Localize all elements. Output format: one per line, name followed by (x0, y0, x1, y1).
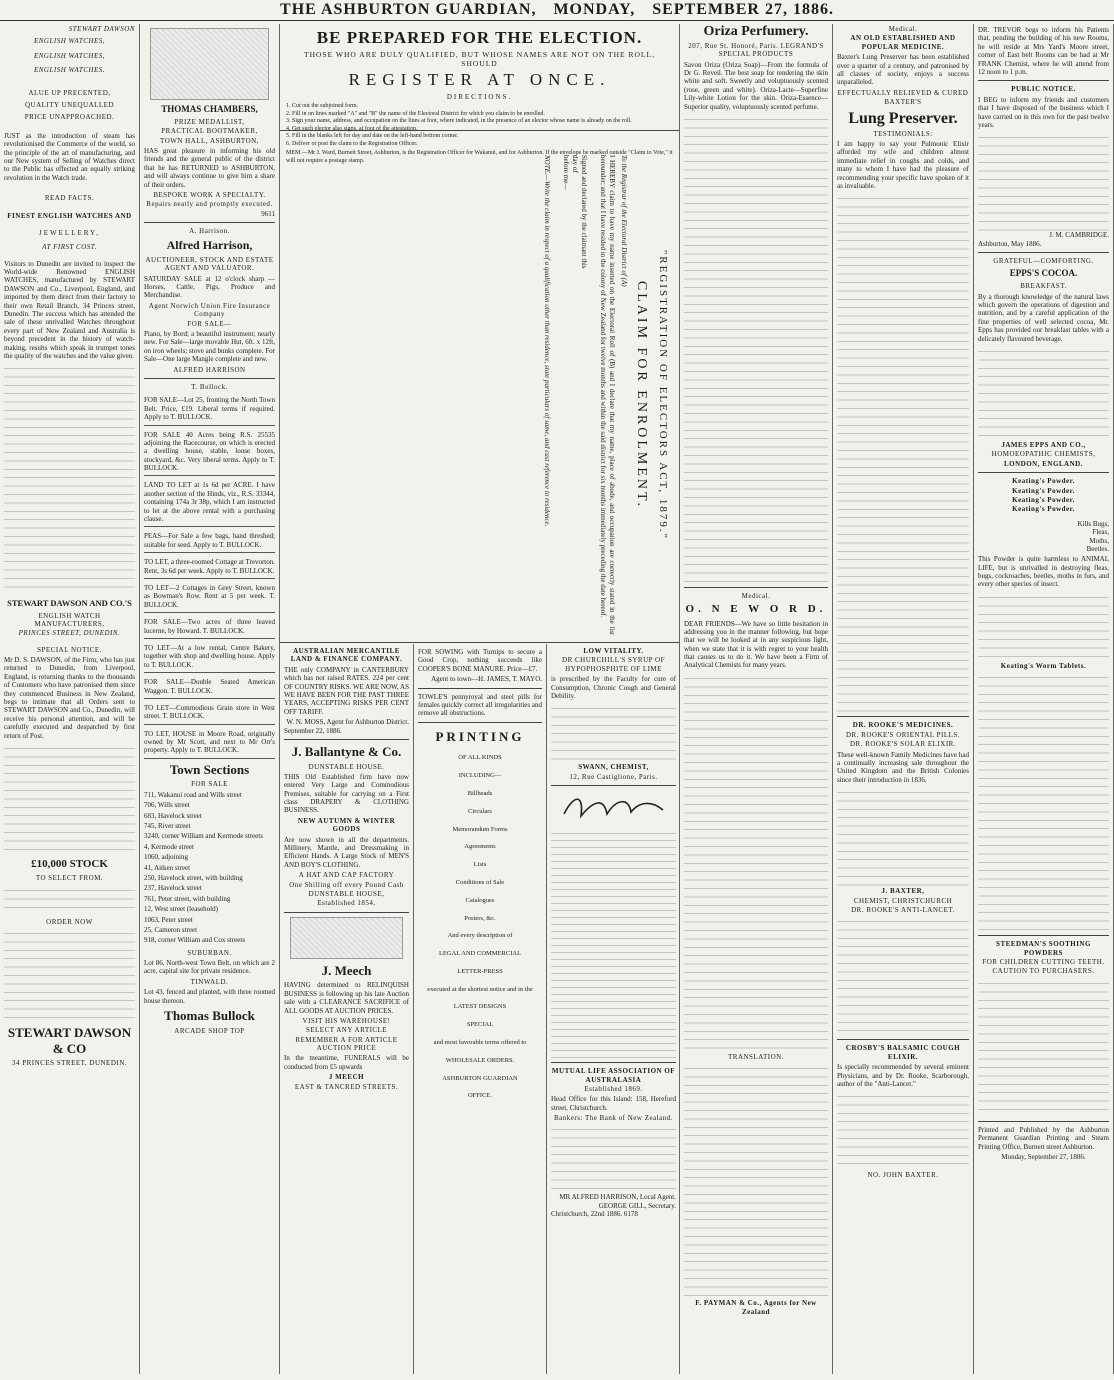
moths-line: Moths, (1089, 536, 1109, 545)
column-2 (140, 24, 280, 1374)
printing-item: Lists (473, 861, 487, 869)
direction-step: 3. Sign your name, address, and occupation on the lines at foot, where indicated, in the presence of an elector whose name is already on the roll. (286, 118, 632, 125)
section-item: 12, West street (leasehold) (144, 905, 218, 914)
harrison-agent: Agent Norwich Union Fire Insurance Company (148, 301, 271, 319)
sections-list (144, 791, 275, 945)
towle-ad: TOWLE'S pennyroyal and steel pills for females quickly correct all irregularities and remove all obstructions. (418, 692, 542, 718)
oriza-body: Savon Oriza (Oriza Soap)—From the formula of Dr G. Reveil. The best soap for rendering the skin white and soft. Sweetly and voluptuously scented (rose, green and white). Oriza-Lacte—Superfine Lily-white Lotion for the skin. Oriza-Essence—Superior quality, voluptuously scented perfume. (684, 60, 828, 111)
meech-address: EAST & TANCRED STREETS. (294, 1082, 399, 1091)
printing-item: ASHBURTON GUARDIAN (442, 1074, 518, 1082)
amp-sign: W. N. MOSS, Agent for Ashburton District. (286, 718, 409, 727)
meech-body: HAVING determined to RELINQUISH BUSINESS is following up his late Auction sale with a CLEARANCE SACRIFICE of ALL GOODS AT AUCTION PRICES. (284, 981, 409, 1015)
masthead (0, 0, 1114, 21)
section-heading: FINEST ENGLISH WATCHES AND (7, 212, 132, 221)
oriza-sub: 207, Rue St. Honoré, Paris. LEGRAND'S SPECIAL PRODUCTS (688, 41, 824, 59)
hat-cap-heading: A HAT AND CAP FACTORY (298, 871, 395, 880)
directions-list (286, 103, 673, 148)
trevor-notice: DR. TREVOR begs to inform his Patients that, pending the building of his new Rooms, he will reside at Mrs Yard's Moore street, corner of East belt Rooms can be had at Mr FRANK Chemist, where he will attend from 12 noon to 1 p.m. (978, 26, 1109, 76)
old-established-body: Baxter's Lung Preserver has been established over a quarter of a century, and patronised by all classes of society, enjoys a success unparalleled. (837, 53, 969, 87)
bullock-ad: FOR SALE 40 Acres being R.S. 25535 adjoining the Racecourse, on which is erected a dwelling house, stable, loose boxes, stockyard, &c. Very liberal terms. Apply to T. BULLOCK. (144, 428, 275, 477)
printing-item: Conditions of Sale (455, 878, 505, 886)
form-note: NOTE.—Write the claim in respect of a qualification other than residence, state particulars of same, and cast reference to residence. (542, 155, 551, 527)
swann-sign: SWANN, CHEMIST, (578, 763, 649, 772)
established-line: Established 1854. (317, 899, 376, 908)
memo-text: MEM.—Mr J. Ward, Burnett Street, Ashburton, is the Registration Officer for Wakanui, and for Ashburton. If the envelope be marked outside "Claim to Vote," it will not require a postage stamp. (286, 150, 673, 164)
bullock-ad: TO LET—Commodious Grain store in West street. T. BULLOCK. (144, 701, 275, 725)
section-item: 683, Havelock street (144, 811, 202, 820)
caution-heading: CAUTION TO PURCHASERS. (992, 967, 1095, 976)
bullock-ad: TO LET, a three-roomed Cottage at Trevorton. Rent, 3s 6d per week. Apply to T. BULLOCK. (144, 555, 275, 579)
kills-line: Kills Bugs, (1077, 519, 1109, 528)
column-5 (833, 24, 974, 1374)
bullock-ad: FOR SALE—Two acres of three leaved lucerne, by Howard. T. BULLOCK. (144, 615, 275, 639)
section-item: 237, Havelock street (144, 884, 202, 893)
rooke-body: These well-known Family Medicines have had a continually increasing sale throughout the United Kingdom and the British Colonies since their introduction in 1836. (837, 750, 969, 784)
section-item: 711, Wakanui road and Wills street (144, 790, 242, 799)
cambridge-date: Ashburton, May 1886. (978, 239, 1042, 248)
low-vitality-body: is prescribed by the Faculty for cure of Consumption, Chronic Cough and General Debility. (551, 675, 676, 700)
keating-body: This Powder is quite harmless to ANIMAL LIFE, but is unrivalled in destroying fleas, bugs, cockroaches, beetles, moths in furs, and every other species of insect. (978, 555, 1109, 589)
keating-line: Keating's Powder. (1012, 495, 1075, 504)
medical-label: Medical. (741, 591, 771, 600)
swann-address: 12, Rue Castiglione, Paris. (569, 772, 658, 781)
printing-list (418, 754, 542, 1100)
keating-line: Keating's Powder. (1012, 477, 1075, 486)
printing-item: LETTER-PRESS (457, 967, 503, 975)
low-vitality-sub: DR CHURCHILL'S SYRUP OF HYPOPHOSPHITE OF LIME (562, 656, 665, 673)
chambers-name: THOMAS CHAMBERS, (161, 104, 258, 114)
epps-heading: EPPS'S COCOA. (1009, 268, 1078, 279)
directions-heading: DIRECTIONS. (446, 92, 513, 101)
meech-select: SELECT ANY ARTICLE (305, 1026, 388, 1035)
election-title: BE PREPARED FOR THE ELECTION. (316, 28, 643, 47)
printing-item: Memorandum Forms (452, 825, 508, 833)
amp-date: September 22, 1886. (284, 726, 342, 735)
tinwald-heading: TINWALD. (190, 977, 229, 986)
steedman-sub: FOR CHILDREN CUTTING TEETH. (982, 958, 1105, 967)
form-date: day of (571, 155, 580, 173)
printing-item: LEGAL AND COMMERCIAL (438, 950, 522, 958)
meech-sign: J MEECH (328, 1073, 365, 1082)
bullock-ad: FOR SALE—Lot 25, fronting the North Town Belt. Price, £19. Liberal terms if required. Apply to T. BULLOCK. (144, 393, 275, 425)
bullock-ads-list (144, 393, 275, 759)
section-item: 25, Cameron street (144, 925, 198, 934)
epps-sign: JAMES EPPS AND CO., (1001, 441, 1086, 449)
printing-item: Circulars (468, 807, 492, 815)
london-line: LONDON, ENGLAND. (1004, 459, 1083, 468)
direction-step: 1. Cut out the subjoined form. (286, 103, 359, 110)
special-notice-heading: SPECIAL NOTICE. (37, 645, 102, 654)
dense-text-block (684, 113, 828, 583)
ballantyne-sub: DUNSTABLE HOUSE. (308, 762, 385, 771)
translation-heading: TRANSLATION. (728, 1052, 784, 1061)
repairs-line: Repairs neatly and promptly executed. (146, 200, 273, 209)
column-3 (280, 24, 680, 1374)
public-notice-heading: PUBLIC NOTICE. (1011, 85, 1076, 94)
form-act: "REGISTRATION OF ELECTORS ACT, 1879." (657, 249, 669, 541)
form-before: before me— (562, 155, 571, 191)
epps-body: By a thorough knowledge of the natural laws which govern the operations of digestion and nutrition, and by a careful application of the fine properties of well selected cocoa, Mr. Epps has provided our breakfast tables with a delicately flavoured beverage. (978, 292, 1109, 343)
dense-text-block (978, 671, 1109, 931)
section-item: 706, Wills street (144, 801, 190, 810)
stock-heading: £10,000 STOCK (31, 857, 108, 870)
new-autumn-heading: NEW AUTUMN & WINTER GOODS (297, 816, 396, 834)
cambridge-sign: J. M. CAMBRIDGE. (1049, 231, 1109, 240)
newspaper-title: THE ASHBURTON GUARDIAN, MONDAY, SEPTEMBER 27, 1886. (280, 1, 834, 18)
dense-text-block (684, 672, 828, 1052)
epps-sign-sub: HOMOEOPATHIC CHEMISTS, (991, 450, 1096, 459)
keating-worm-heading: Keating's Worm Tablets. (1000, 661, 1087, 670)
column-3a (280, 644, 414, 1374)
column-1 (0, 24, 140, 1374)
anti-lancet: DR. ROOKE'S ANTI-LANCET. (851, 905, 955, 914)
meech-name: J. Meech (321, 962, 372, 978)
grateful-heading: GRATEFUL—COMFORTING. (993, 257, 1094, 266)
heading-line: ENGLISH WATCHES, (33, 51, 106, 60)
section-heading: AT FIRST COST. (42, 243, 97, 252)
section-item: 250, Havelock street, with building (144, 873, 243, 882)
bullock-ad: TO LET—At a low rental, Centre Bakery, together with shop and dwelling house. Apply to T. BULLOCK. (144, 641, 275, 673)
body-text: Visitors to Dunedin are invited to inspect the World-wide Renowned ENGLISH WATCHES, manufactured by STEWART DAWSON and Co., Liverpool, England, and imported by them direct from their factory to their own Retail Branch, 34 Princes street, Dunedin. The success which has attended the sale of these unrivalled Watches throughout every part of New Zealand and Australia is beyond precedent in the history of watch-making, results which speak in trumpet tones the quality of the watches and the value given. (4, 259, 135, 360)
rooke-elixir: DR. ROOKE'S SOLAR ELIXIR. (849, 740, 957, 749)
baxter-label: BAXTER'S (884, 98, 922, 107)
top-label: STEWART DAWSON (68, 25, 135, 33)
meech-engraving-image (290, 917, 403, 959)
printing-item: Posters, &c. (464, 914, 496, 922)
bullock-ad: TO LET, HOUSE in Moore Road, originally owned by Mr Scott, and next to Mr Orr's property. Apply to T. BULLOCK. (144, 727, 275, 759)
chambers-sub: TOWN HALL, ASHBURTON, (160, 136, 259, 145)
printing-item: executed at the shortest notice and in the (427, 985, 533, 993)
one-word-heading: O. N E W O R D. (685, 603, 827, 616)
printing-item: Agreements (464, 843, 496, 851)
payman-agent: F. PAYMAN & Co., Agents for New Zealand (695, 1299, 817, 1316)
heading-line: ENGLISH WATCHES. (33, 66, 106, 75)
form-heading: CLAIM FOR ENROLMENT. (633, 280, 649, 510)
baxter-address: CHEMIST, CHRISTCHURCH (853, 896, 953, 905)
amp-body: THE only COMPANY in CANTERBURY which has not raised RATES. 224 per cent OF COUNTRY RISKS. WE ARE NOW, AS WE HAVE BEEN FOR THE PAST THREE YEARS, ACCEPTING RISKS PER CENT OFF TARIFF. (284, 665, 409, 716)
beetles-line: Beetles. (1086, 544, 1109, 553)
chambers-sub: PRIZE MEDALLIST, (174, 117, 245, 126)
stock-subheading: TO SELECT FROM. (35, 874, 104, 883)
public-notice-body: I BEG to inform my friends and customers that I have disposed of the business which I have carried on in this own for the past twelve years. (978, 95, 1109, 129)
oriza-title: Oriza Perfumery. (703, 24, 809, 39)
register-heading: REGISTER AT ONCE. (348, 70, 611, 90)
dense-text-block (4, 884, 135, 914)
imprint: Printed and Published by the Ashburton Permanent Guardian Printing and Steam Printing Office, Burnett street Ashburton. (978, 1125, 1109, 1151)
bullock-ad: TO LET—2 Cottages in Grey Street, known as Bowman's Row. Rent at 5 per week. T. BULLOCK. (144, 581, 275, 613)
testimonials-heading: TESTIMONIALS: (873, 129, 933, 138)
crosby-heading: CROSBY'S BALSAMIC COUGH ELIXIR. (845, 1044, 961, 1061)
bullock-label: T. Bullock. (191, 382, 228, 391)
crosby-body: Is specially recommended by several eminent Physicians, and by Dr. Rooke, Scarborough, author of the "Anti-Lancet." (837, 1063, 969, 1088)
dense-text-block (978, 345, 1109, 440)
column-3b (414, 644, 547, 1374)
printing-item: INCLUDING— (458, 772, 502, 780)
ad-number: 9611 (261, 209, 275, 218)
order-now-heading: ORDER NOW (46, 917, 93, 926)
column-3-lower (280, 644, 680, 1374)
printing-item: LATEST DESIGNS (453, 1003, 507, 1011)
speer-signature-image (559, 790, 668, 824)
dense-text-block (837, 786, 969, 886)
sowing-ad: FOR SOWING with Turnips to secure a Good Crop, nothing succeeds like COOPER'S BONE MANURE. Price—£7. (418, 648, 542, 673)
suburban-heading: SUBURBAN. (187, 948, 232, 957)
old-established-heading: AN OLD ESTABLISHED AND POPULAR MEDICINE. (850, 34, 956, 51)
harrison-signature: ALFRED HARRISON (173, 365, 246, 374)
for-sale-heading: FOR SALE— (187, 319, 232, 328)
mutual-agent: MR ALFRED HARRISON, Local Agent. (559, 1193, 676, 1202)
tagline: ALUE UP PRECENTED, (28, 88, 111, 97)
baxter-agent: J. BAXTER, (881, 887, 925, 896)
special-notice-body: Mr D. S. DAWSON, of the Firm, who has just returned to Dunedin, from Liverpool, England, is returning thanks to the thousands of Customers who have patronised them since they commenced Business in New Zealand, begs to intimate that all Orders sent to STEWART DAWSON and Co., Dunedin, will receive his personal attention, and will be carefully executed and despatched by first return of Post. (4, 656, 135, 740)
bullock-ad: PEAS—For Sale a few bags, hand threshed; suitable for seed. Apply to T. BULLOCK. (144, 529, 275, 553)
harrison-name: Alfred Harrison, (166, 238, 253, 253)
town-sections-sub: FOR SALE (191, 780, 228, 789)
printing-item: and most favorable terms offered to (433, 1039, 527, 1047)
dense-text-block (978, 131, 1109, 231)
section-item: 761, Peter street, with building (144, 894, 231, 903)
form-body: I HEREBY claim to have my name inserted on the Electoral Roll of (B) and I declare that my name, place of abode, and occupation are correctly stated in the list hereunder; and that I have resided in the colony of New Zealand for twelve months and within the said district for six months immediately preceding the date hereof. (599, 155, 617, 635)
low-vitality-heading: LOW VITALITY. (583, 647, 644, 655)
suburban-body: Lot 86, North-west Town Belt, on which are 2 acre, capital site for private residence. (144, 959, 275, 976)
dense-text-block (978, 591, 1109, 661)
form-to: To the Registrar of the Electoral District of (A) (619, 155, 628, 287)
election-subtitle: THOSE WHO ARE DULY QUALIFIED, BUT WHOSE NAMES ARE NOT ON THE ROLL, SHOULD (304, 50, 655, 69)
dense-text-block (4, 362, 135, 592)
fleas-line: Fleas, (1092, 528, 1109, 537)
sowing-agent: Agent to town—H. JAMES, T. MAYO. (431, 675, 542, 684)
dawson-subheading: ENGLISH WATCH MANUFACTURERS, (34, 611, 105, 628)
dense-text-block (978, 977, 1109, 1117)
mutual-date: Christchurch, 22nd 1886. 6178 (551, 1210, 638, 1219)
medical-label: Medical. (888, 25, 918, 33)
printing-item: Catalogues (465, 896, 495, 904)
meech-remember: REMEMBER A FOR ARTICLE AUCTION PRICE (295, 1035, 398, 1053)
breakfast-heading: BREAKFAST. (1020, 282, 1067, 291)
bullock-ad: LAND TO LET at 1s 6d per ACRE. I have another section of the Hinds, viz., R.S. 33344, containing 174a 3r 38p, which I am instructed to let at the above rental with a purchasing clause. (144, 478, 275, 527)
boot-engraving-image (150, 28, 269, 100)
lung-preserver-title: Lung Preserver. (848, 109, 958, 127)
section-item: 1063, Peter street (144, 915, 193, 924)
amp-heading: AUSTRALIAN MERCANTILE LAND & FINANCE COMPANY. (290, 647, 403, 664)
column-4 (680, 24, 833, 1374)
dense-text-block (837, 1090, 969, 1170)
direction-step: 4. Get such elector also signs, at foot of the attestation. (286, 125, 418, 132)
printing-item: WHOLESALE ORDERS. (445, 1056, 515, 1064)
section-item: 3240, corner William and Kermode streets (144, 832, 263, 841)
meech-visit: VISIT HIS WAREHOUSE! (302, 1016, 391, 1025)
section-item: 4, Kermode street (144, 842, 194, 851)
printing-heading: PRINTING (435, 728, 525, 744)
dunstable-line: DUNSTABLE HOUSE, (308, 889, 385, 898)
dawson-footer-address: 34 PRINCES STREET, DUNEDIN. (11, 1059, 128, 1068)
cash-line: One Shilling off every Pound Cash (289, 880, 404, 889)
printing-item: And every description of (447, 932, 513, 940)
printing-item: OFFICE. (467, 1092, 493, 1100)
imprint-date: Monday, September 27, 1886. (1001, 1152, 1086, 1161)
ballantyne-name: J. Ballantyne & Co. (291, 743, 402, 759)
dense-text-block (837, 192, 969, 712)
dense-text-block (4, 927, 135, 1019)
printing-item: SPECIAL (466, 1021, 494, 1029)
chambers-body: HAS great pleasure in informing his old friends and the general public of the district that he has RETURNED to ASHBURTON, and will always continue to give him a share of their orders. (144, 146, 275, 189)
mutual-secretary: GEORGE GILL, Secretary. (598, 1201, 676, 1210)
bullock-footer-address: ARCADE SHOP TOP (174, 1026, 245, 1035)
form-signed: Signed and declared by the claimant this (580, 155, 589, 269)
section-item: 745, River street (144, 822, 191, 830)
dense-text-block (551, 828, 676, 1058)
harrison-sub: AUCTIONEER, STOCK AND ESTATE AGENT AND VALUATOR. (145, 255, 274, 273)
dense-text-block (684, 1062, 828, 1298)
dense-text-block (4, 742, 135, 852)
column-3c (547, 644, 680, 1374)
tagline: QUALITY UNEQUALLED (24, 100, 115, 109)
new-autumn-body: Are now shown in all the departments. Millinery, Mantle, and Dressmaking in Efficient Hands. A Large Stock of MEN'S AND BOY'S CLOTHING. (284, 835, 409, 869)
column-6 (974, 24, 1114, 1374)
printing-item: Billheads (467, 789, 493, 797)
mutual-bankers: Bankers: The Bank of New Zealand. (553, 1114, 673, 1123)
mutual-heading: MUTUAL LIFE ASSOCIATION OF AUSTRALASIA (551, 1067, 676, 1084)
intro-text: JUST as the introduction of steam has revolutionised the Commerce of the world, so the principle of the art of manufacturing, and our New system of Selling of Watches direct to the Public has effected an equally striking revolution in the Watch trade. (4, 131, 135, 182)
town-sections-heading: Town Sections (169, 761, 250, 777)
dawson-footer-name: STEWART DAWSON & CO (7, 1024, 132, 1056)
keating-line: Keating's Powder. (1012, 486, 1075, 495)
sale-items: Piano, by Bord; a beautiful instrument; nearly new. For Sale—large movable Hut, 6ft. x 12ft, on iron wheels; stove and bunks complete. For Sale—One large Mangle complete and new. (144, 330, 275, 364)
ballantyne-body: THIS Old Established firm have now entered Very Large and Commodious Premises, suitable for carrying on a First class DRAPERY & CLOTHING BUSINESS. (284, 772, 409, 815)
steedman-heading: STEEDMAN'S SOOTHING POWDERS (996, 940, 1091, 957)
section-item: 41, Aitken street (144, 863, 191, 872)
dense-text-block (551, 1123, 676, 1193)
section-heading: READ FACTS. (44, 194, 95, 203)
rooke-pills: DR. ROOKE'S ORIENTAL PILLS. (845, 730, 961, 739)
rooke-medicines: DR. ROOKE'S MEDICINES. (852, 721, 954, 730)
enrolment-form (280, 148, 680, 643)
harrison-sale: SATURDAY SALE at 12 o'clock sharp — Horses, Cattle, Pigs, Produce and Merchandise. (144, 274, 275, 300)
cures-line: EFFECTUALLY RELIEVED & CURED (837, 88, 969, 97)
heading-line: ENGLISH WATCHES, (33, 37, 106, 46)
mutual-office: Head Office for this Island: 158, Hereford street, Christchurch. (551, 1095, 676, 1112)
tinwald-body: Lot 43, fenced and planted, with three roomed house thereon. (144, 988, 275, 1005)
direction-step: 6. Deliver or post the claim to the Registration Officer. (286, 140, 418, 147)
bespoke-line: BESPOKE WORK A SPECIALTY. (153, 190, 266, 199)
harrison-label: A. Harrison. (189, 227, 230, 236)
baxter-sign: NO. JOHN BAXTER. (867, 1171, 939, 1180)
section-item: 918, corner William and Cox streets (144, 936, 246, 945)
meech-funeral: In the meantime, FUNERALS will be conducted from £5 upwards (284, 1054, 409, 1071)
bullock-footer-name: Thomas Bullock (164, 1008, 255, 1024)
bullock-ad: FOR SALE—Double Seated American Waggon. T. BULLOCK. (144, 675, 275, 699)
keating-line: Keating's Powder. (1012, 505, 1075, 514)
direction-step: 2. Fill in on lines marked "A" and "B" the name of the Electoral District for which you claim to be enrolled. (286, 110, 545, 117)
dense-text-block (551, 702, 676, 762)
chambers-sub: PRACTICAL BOOTMAKER, (161, 127, 258, 136)
direction-step: 5. Fill in the blanks left for day and date on the left-hand bottom corner. (286, 133, 459, 140)
tagline: PRICE UNAPPROACHED. (24, 113, 115, 122)
section-item: 1060, adjoining (144, 853, 188, 862)
one-word-body: DEAR FRIENDS—We have so little hesitation in addressing you in the manner following, but hope that we will be looked at in any suspicious light, when we state that it is with regret to your health that causes us to do it. We have been a Firm of Analytical Chemists for many years. (684, 619, 828, 670)
testimonials-body: I am happy to say your Pulmonic Elixir afforded my wife and children almost immediate relief in coughs and colds, and many to whom I have had the pleasure of recommending your specific have spoken of it as invaluable. (837, 140, 969, 191)
printing-item: OF ALL KINDS (458, 754, 502, 762)
section-heading: JEWELLERY, (39, 228, 100, 237)
dawson-heading: STEWART DAWSON AND CO.'S (7, 598, 132, 609)
mutual-established: Established 1869. (584, 1084, 643, 1093)
dawson-address: PRINCES STREET, DUNEDIN. (18, 629, 121, 638)
dense-text-block (837, 915, 969, 1035)
